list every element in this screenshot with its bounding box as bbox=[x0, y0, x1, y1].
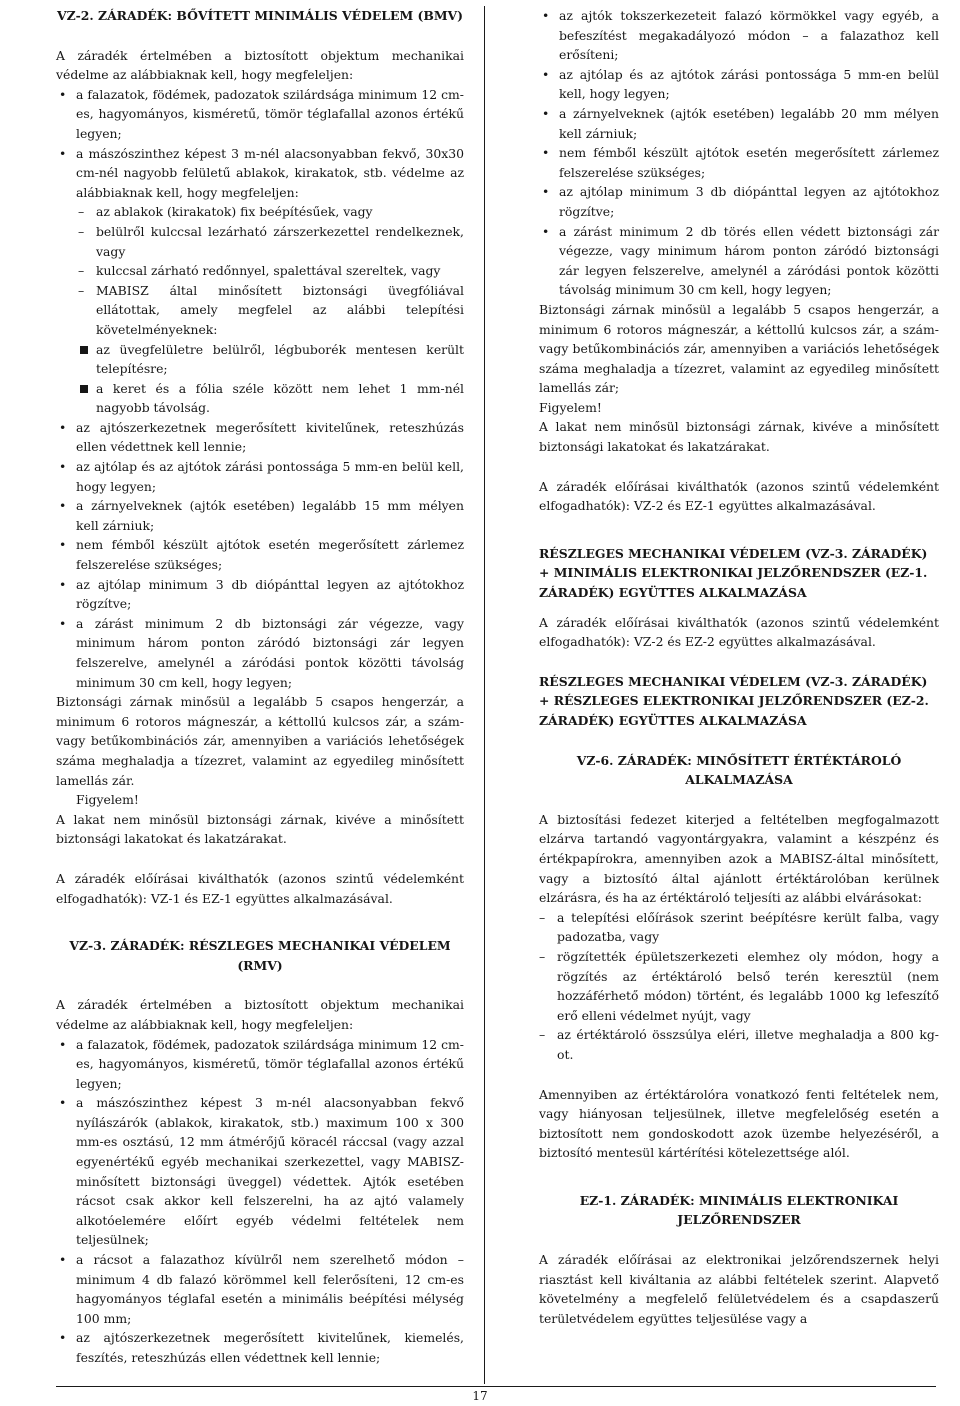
vz3-lock-definition: Biztonsági zárnak minősül a legalább 5 csapos hengerzár, a minimum 6 rotoros mágneszár, a kéttollú kulcsos zár, a szám- vagy betűkombinációs zár, amennyiben a variációs lehetőségek száma meghaladja a tízezret, valamint az egyedileg minősített lamellás zár; bbox=[539, 301, 939, 396]
list-item-text: a mászószinthez képest 3 m-nél alacsonyabban fekvő, 30x30 cm-nél nagyobb felületű ablakok, kirakatok, stb. védelme az alábbiaknak kell, hogy megfeleljen: bbox=[76, 145, 464, 200]
list-item: az üvegfelületre belülről, légbuborék mentesen került telepítésre; bbox=[78, 340, 464, 379]
rmv-ez1-heading: RÉSZLEGES MECHANIKAI VÉDELEM (VZ-3. ZÁRADÉK) + MINIMÁLIS ELEKTRONIKAI JELZŐRENDSZER (EZ-1. ZÁRADÉK) EGYÜTTES ALKALMAZÁSA bbox=[539, 545, 928, 601]
vz3-padlock-note: A lakat nem minősül biztonsági zárnak, kivéve a minősített biztonsági lakatokat és lakatzárakat. bbox=[539, 419, 939, 455]
list-item: – az ablakok (kirakatok) fix beépítésűek, vagy bbox=[78, 202, 464, 222]
vz3-heading: VZ-3. ZÁRADÉK: RÉSZLEGES MECHANIKAI VÉDELEM (RMV) bbox=[69, 938, 451, 973]
list-item: • az ajtólap és az ajtótok zárási pontossága 5 mm-en belül kell, hogy legyen; bbox=[56, 457, 464, 496]
vz2-window-options bbox=[56, 202, 464, 339]
list-item: – MABISZ által minősített biztonsági üvegfóliával ellátottak, amely megfelel az alábbi telepítési követelményeknek: bbox=[78, 281, 464, 340]
list-item: • az ajtók tokszerkezeteit falazó körmökkel vagy egyéb, a befeszítést megakadályozó módon – a falazathoz kell erősíteni; bbox=[539, 6, 939, 65]
list-item: – belülről kulccsal lezárható zárszerkezettel rendelkeznek, vagy bbox=[78, 222, 464, 261]
ez1-text: A záradék előírásai az elektronikai jelzőrendszernek helyi riasztást kell kiváltania az alábbi feltételek szerint. Alapvető követelmény a megfelelő felületvédelem és a csapdaszerű területvédelem együttes teljesülése vagy a bbox=[539, 1252, 939, 1326]
list-item: • a falazatok, födémek, padozatok szilárdsága minimum 12 cm-es, hagyományos, kisméretű, tömör téglafallal azonos értékű legyen; bbox=[56, 1035, 464, 1094]
list-item: – kulccsal zárható redőnnyel, spalettával szereltek, vagy bbox=[78, 261, 464, 281]
vz3-intro: A záradék értelmében a biztosított objektum mechanikai védelme az alábbiaknak kell, hogy megfeleljen: bbox=[56, 997, 464, 1032]
vz2-warning: Figyelem! bbox=[76, 792, 139, 808]
list-item: a keret és a fólia széle között nem lehet 1 mm-nél nagyobb távolság. bbox=[78, 379, 464, 418]
list-item: • nem fémből készült ajtótok esetén megerősített zárlemez felszerelése szükséges; bbox=[56, 535, 464, 574]
vz3-substitution: A záradék előírásai kiválthatók (azonos szintű védelemként elfogadhatók): VZ-2 és EZ-1 együttes alkalmazásával. bbox=[539, 478, 939, 514]
vz2-intro: A záradék értelmében a biztosított objektum mechanikai védelme az alábbiaknak kell, hogy megfeleljen: bbox=[56, 47, 464, 83]
ez1-heading: EZ-1. ZÁRADÉK: MINIMÁLIS ELEKTRONIKAI JELZŐRENDSZER bbox=[579, 1192, 899, 1228]
footer-rule bbox=[56, 1386, 936, 1387]
right-column bbox=[539, 6, 939, 1328]
list-item: • a mászószinthez képest 3 m-nél alacsonyabban fekvő nyílászárók (ablakok, kirakatok, stb.) maximum 100 x 300 mm-es osztású, 12 mm átmérőjű köracél ráccsal (vagy azzal egyenértékű egyéb mechanikai szerkezettel, vagy MABISZ-minősített biztonsági üveggel) védettek. Ajtók esetében rácsot csak akkor kell felszerelni, ha az ajtó valamely alkotóelemére előírt egyéb védelmi feltételek nem teljesülnek; bbox=[56, 1093, 464, 1250]
vz3-list bbox=[56, 1035, 464, 1368]
list-item: • az ajtószerkezetnek megerősített kivitelűnek, kiemelés, feszítés, reteszhúzás ellen védettnek kell lennie; bbox=[56, 1328, 464, 1367]
vz3-list-continued bbox=[539, 6, 939, 300]
vz2-heading: VZ-2. ZÁRADÉK: BŐVÍTETT MINIMÁLIS VÉDELEM (BMV) bbox=[56, 8, 464, 23]
list-item: – a telepítési előírások szerint beépítésre került falba, vagy padozatba, vagy bbox=[539, 908, 939, 947]
list-item bbox=[56, 144, 464, 418]
vz2-padlock-note: A lakat nem minősül biztonsági zárnak, kivéve a minősített biztonsági lakatokat és lakatzárakat. bbox=[56, 811, 464, 847]
list-item: • a zárást minimum 2 db törés ellen védett biztonsági zár végezze, vagy minimum három ponton záródó biztonsági zár legyen felszerelve, amelynél a záródási pontok közötti távolság minimum 30 cm kell, hogy legyen; bbox=[539, 222, 939, 300]
vz2-foil-requirements bbox=[56, 340, 464, 418]
list-item: • nem fémből készült ajtótok esetén megerősített zárlemez felszerelése szükséges; bbox=[539, 143, 939, 182]
rmv-ez2-heading: RÉSZLEGES MECHANIKAI VÉDELEM (VZ-3. ZÁRADÉK) + RÉSZLEGES ELEKTRONIKAI JELZŐRENDSZER (EZ-2. ZÁRADÉK) EGYÜTTES ALKALMAZÁSA bbox=[539, 673, 929, 728]
list-item: • az ajtószerkezetnek megerősített kivitelűnek, reteszhúzás ellen védettnek kell lennie; bbox=[56, 418, 464, 457]
rmv-ez1-text: A záradék előírásai kiválthatók (azonos szintű védelemként elfogadhatók): VZ-2 és EZ-2 együttes alkalmazásával. bbox=[539, 614, 939, 650]
list-item: – rögzítették épületszerkezeti elemhez oly módon, hogy a rögzítés az értéktároló belső terén keresztül (nem hozzáférhető módon) történt, és legalább 1000 kg lefeszítő erő elleni védelmet nyújt, vagy bbox=[539, 947, 939, 1025]
vz6-exemption: Amennyiben az értéktárolóra vonatkozó fenti feltételek nem, vagy hiányosan teljesülnek, illetve megfelelőség esetén a biztosított nem gondoskodott azok üzembe helyezéséről, a biztosító mentesül kártérítési kötelezettsége alól. bbox=[539, 1086, 939, 1161]
vz6-conditions bbox=[539, 908, 939, 1065]
vz6-heading: VZ-6. ZÁRADÉK: MINŐSÍTETT ÉRTÉKTÁROLÓ ALKALMAZÁSA bbox=[576, 752, 902, 788]
list-item: • az ajtólap és az ajtótok zárási pontossága 5 mm-en belül kell, hogy legyen; bbox=[539, 65, 939, 104]
page-number: 17 bbox=[472, 1389, 488, 1403]
list-item: • az ajtólap minimum 3 db diópánttal legyen az ajtótokhoz rögzítve; bbox=[539, 182, 939, 221]
vz2-list bbox=[56, 85, 464, 692]
vz3-warning: Figyelem! bbox=[539, 399, 602, 415]
vz2-substitution: A záradék előírásai kiválthatók (azonos szintű védelemként elfogadhatók): VZ-1 és EZ-1 együttes alkalmazásával. bbox=[56, 870, 464, 906]
list-item: – az értéktároló összsúlya eléri, illetve meghaladja a 800 kg-ot. bbox=[539, 1025, 939, 1064]
left-column bbox=[56, 6, 464, 1368]
list-item: • a zárnyelveknek (ajtók esetében) legalább 15 mm mélyen kell zárniuk; bbox=[56, 496, 464, 535]
list-item: • a falazatok, födémek, padozatok szilárdsága minimum 12 cm-es, hagyományos, kisméretű, tömör téglafallal azonos értékű legyen; bbox=[56, 85, 464, 144]
list-item: • a rácsot a falazathoz kívülről nem szerelhető módon – minimum 4 db falazó körömmel kell felerősíteni, 12 cm-es hagyományos téglafal esetén a minimális beépítési mélység 100 mm; bbox=[56, 1250, 464, 1328]
list-item: • a zárnyelveknek (ajtók esetében) legalább 20 mm mélyen kell zárniuk; bbox=[539, 104, 939, 143]
vz2-lock-definition: Biztonsági zárnak minősül a legalább 5 csapos hengerzár, a minimum 6 rotoros mágneszár, a kéttollú kulcsos zár, a szám- vagy betűkombinációs zár, amennyiben a variációs lehetőségek száma meghaladja a tízezret, valamint az egyedileg minősített lamellás zár. bbox=[56, 694, 464, 788]
list-item: • a zárást minimum 2 db biztonsági zár végezze, vagy minimum három ponton záródó biztonsági zár legyen felszerelve, amelynél a záródási pontok közötti távolság minimum 30 cm kell, hogy legyen; bbox=[56, 614, 464, 692]
vz6-intro: A biztosítási fedezet kiterjed a feltételben megfogalmazott elzárva tartandó vagyontárgyakra, valamint a készpénz és értékpapírokra, amennyiben azok a MABISZ-által minősített, vagy a biztosító által ajánlott értéktárolóban kerülnek elzárásra, és ha az értéktároló teljesíti az alábbi elvárásokat: bbox=[539, 811, 939, 906]
list-item: • az ajtólap minimum 3 db diópánttal legyen az ajtótokhoz rögzítve; bbox=[56, 575, 464, 614]
column-divider bbox=[484, 6, 485, 1384]
